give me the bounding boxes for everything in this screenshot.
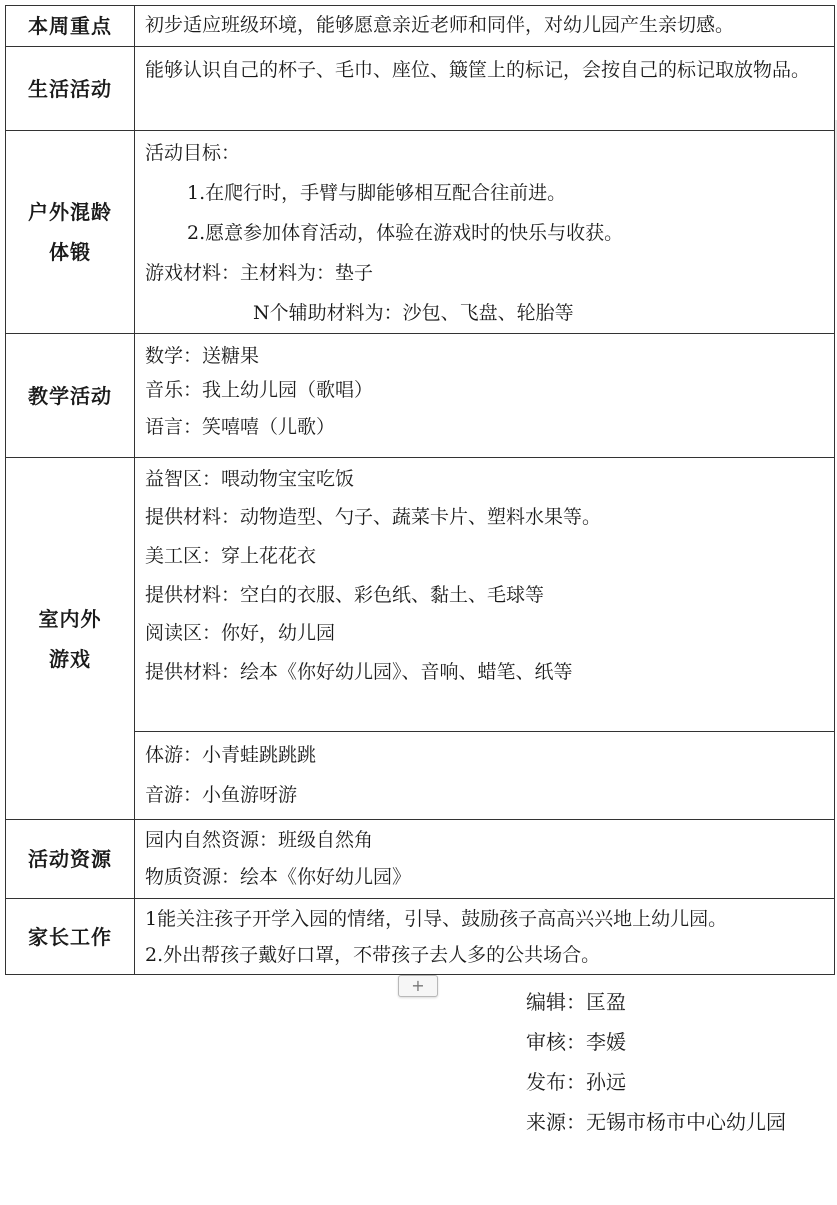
row-teaching [6,334,835,458]
games-item: 阅读区：你好，幼儿园 [145,622,336,644]
row-label-parents [6,899,135,975]
row-content-games-indoor[interactable] [135,458,835,732]
label-text: 本周重点 [28,14,112,38]
row-label-resources [6,820,135,899]
row-label-games [6,458,135,820]
games-item: 音游：小鱼游呀游 [145,784,298,806]
life-text: 能够认识自己的杯子、毛巾、座位、簸筐上的标记，会按自己的标记取放物品。 [145,59,811,81]
games-item: 提供材料：动物造型、勺子、蔬菜卡片、塑料水果等。 [145,506,602,528]
label-text: 活动资源 [28,847,112,871]
goal-item: 2.愿意参加体育活动，体验在游戏时的快乐与收获。 [187,222,624,244]
label-text-line2: 游戏 [49,646,91,671]
teaching-item: 音乐：我上幼儿园（歌唱） [145,379,374,401]
row-life [6,47,835,131]
scroll-edge-shadow [833,120,837,200]
row-label-life [6,47,135,131]
row-content-parents[interactable] [135,899,835,975]
goal-title: 活动目标： [145,142,241,164]
row-parents [6,899,835,975]
row-content-resources[interactable] [135,820,835,899]
games-item: 益智区：喂动物宝宝吃饭 [145,468,355,490]
add-row-button[interactable]: + [398,975,438,997]
row-content-teaching[interactable] [135,334,835,458]
credit-reviewer: 审核：李媛 [526,1030,626,1054]
credit-source: 来源：无锡市杨市中心幼儿园 [526,1110,786,1134]
row-focus [6,6,835,47]
materials-main: 游戏材料：主材料为：垫子 [145,262,374,284]
focus-text: 初步适应班级环境，能够愿意亲近老师和同伴，对幼儿园产生亲切感。 [145,14,735,36]
row-content-outdoor[interactable] [135,131,835,334]
materials-aux: N个辅助材料为：沙包、飞盘、轮胎等 [253,302,574,324]
label-text-line2: 体锻 [49,240,91,264]
weekly-plan-table [5,5,835,975]
label-text: 生活活动 [28,76,112,101]
goal-item: 1.在爬行时，手臂与脚能够相互配合往前进。 [187,182,567,204]
credits-block [526,982,786,1142]
teaching-item: 数学：送糖果 [145,345,260,367]
label-text-line1: 室内外 [38,606,102,631]
credit-editor: 编辑：匡盈 [526,990,626,1014]
parent-item: 1能关注孩子开学入园的情绪，引导、鼓励孩子高高兴兴地上幼儿园。 [145,908,728,930]
row-outdoor [6,131,835,334]
row-games-indoor [6,458,835,732]
row-label-teaching [6,334,135,458]
row-label-focus [6,6,135,47]
row-resources [6,820,835,899]
credit-publisher: 发布：孙远 [526,1070,626,1094]
games-item: 美工区：穿上花花衣 [145,545,317,567]
games-item: 提供材料：绘本《你好幼儿园》、音响、蜡笔、纸等 [145,661,573,683]
games-item: 体游：小青蛙跳跳跳 [145,744,317,766]
label-text: 教学活动 [28,383,112,408]
row-content-games-outdoor[interactable] [135,732,835,820]
row-content-life[interactable] [135,47,835,131]
label-text: 家长工作 [28,924,112,949]
row-content-focus[interactable] [135,6,835,47]
resource-item: 园内自然资源：班级自然角 [145,829,374,851]
row-label-outdoor [6,131,135,334]
resource-item: 物质资源：绘本《你好幼儿园》 [145,866,412,888]
label-text-line1: 户外混龄 [28,200,112,224]
games-item: 提供材料：空白的衣服、彩色纸、黏土、毛球等 [145,584,545,606]
parent-item: 2.外出帮孩子戴好口罩，不带孩子去人多的公共场合。 [145,944,601,966]
teaching-item: 语言：笑嘻嘻（儿歌） [145,416,336,438]
